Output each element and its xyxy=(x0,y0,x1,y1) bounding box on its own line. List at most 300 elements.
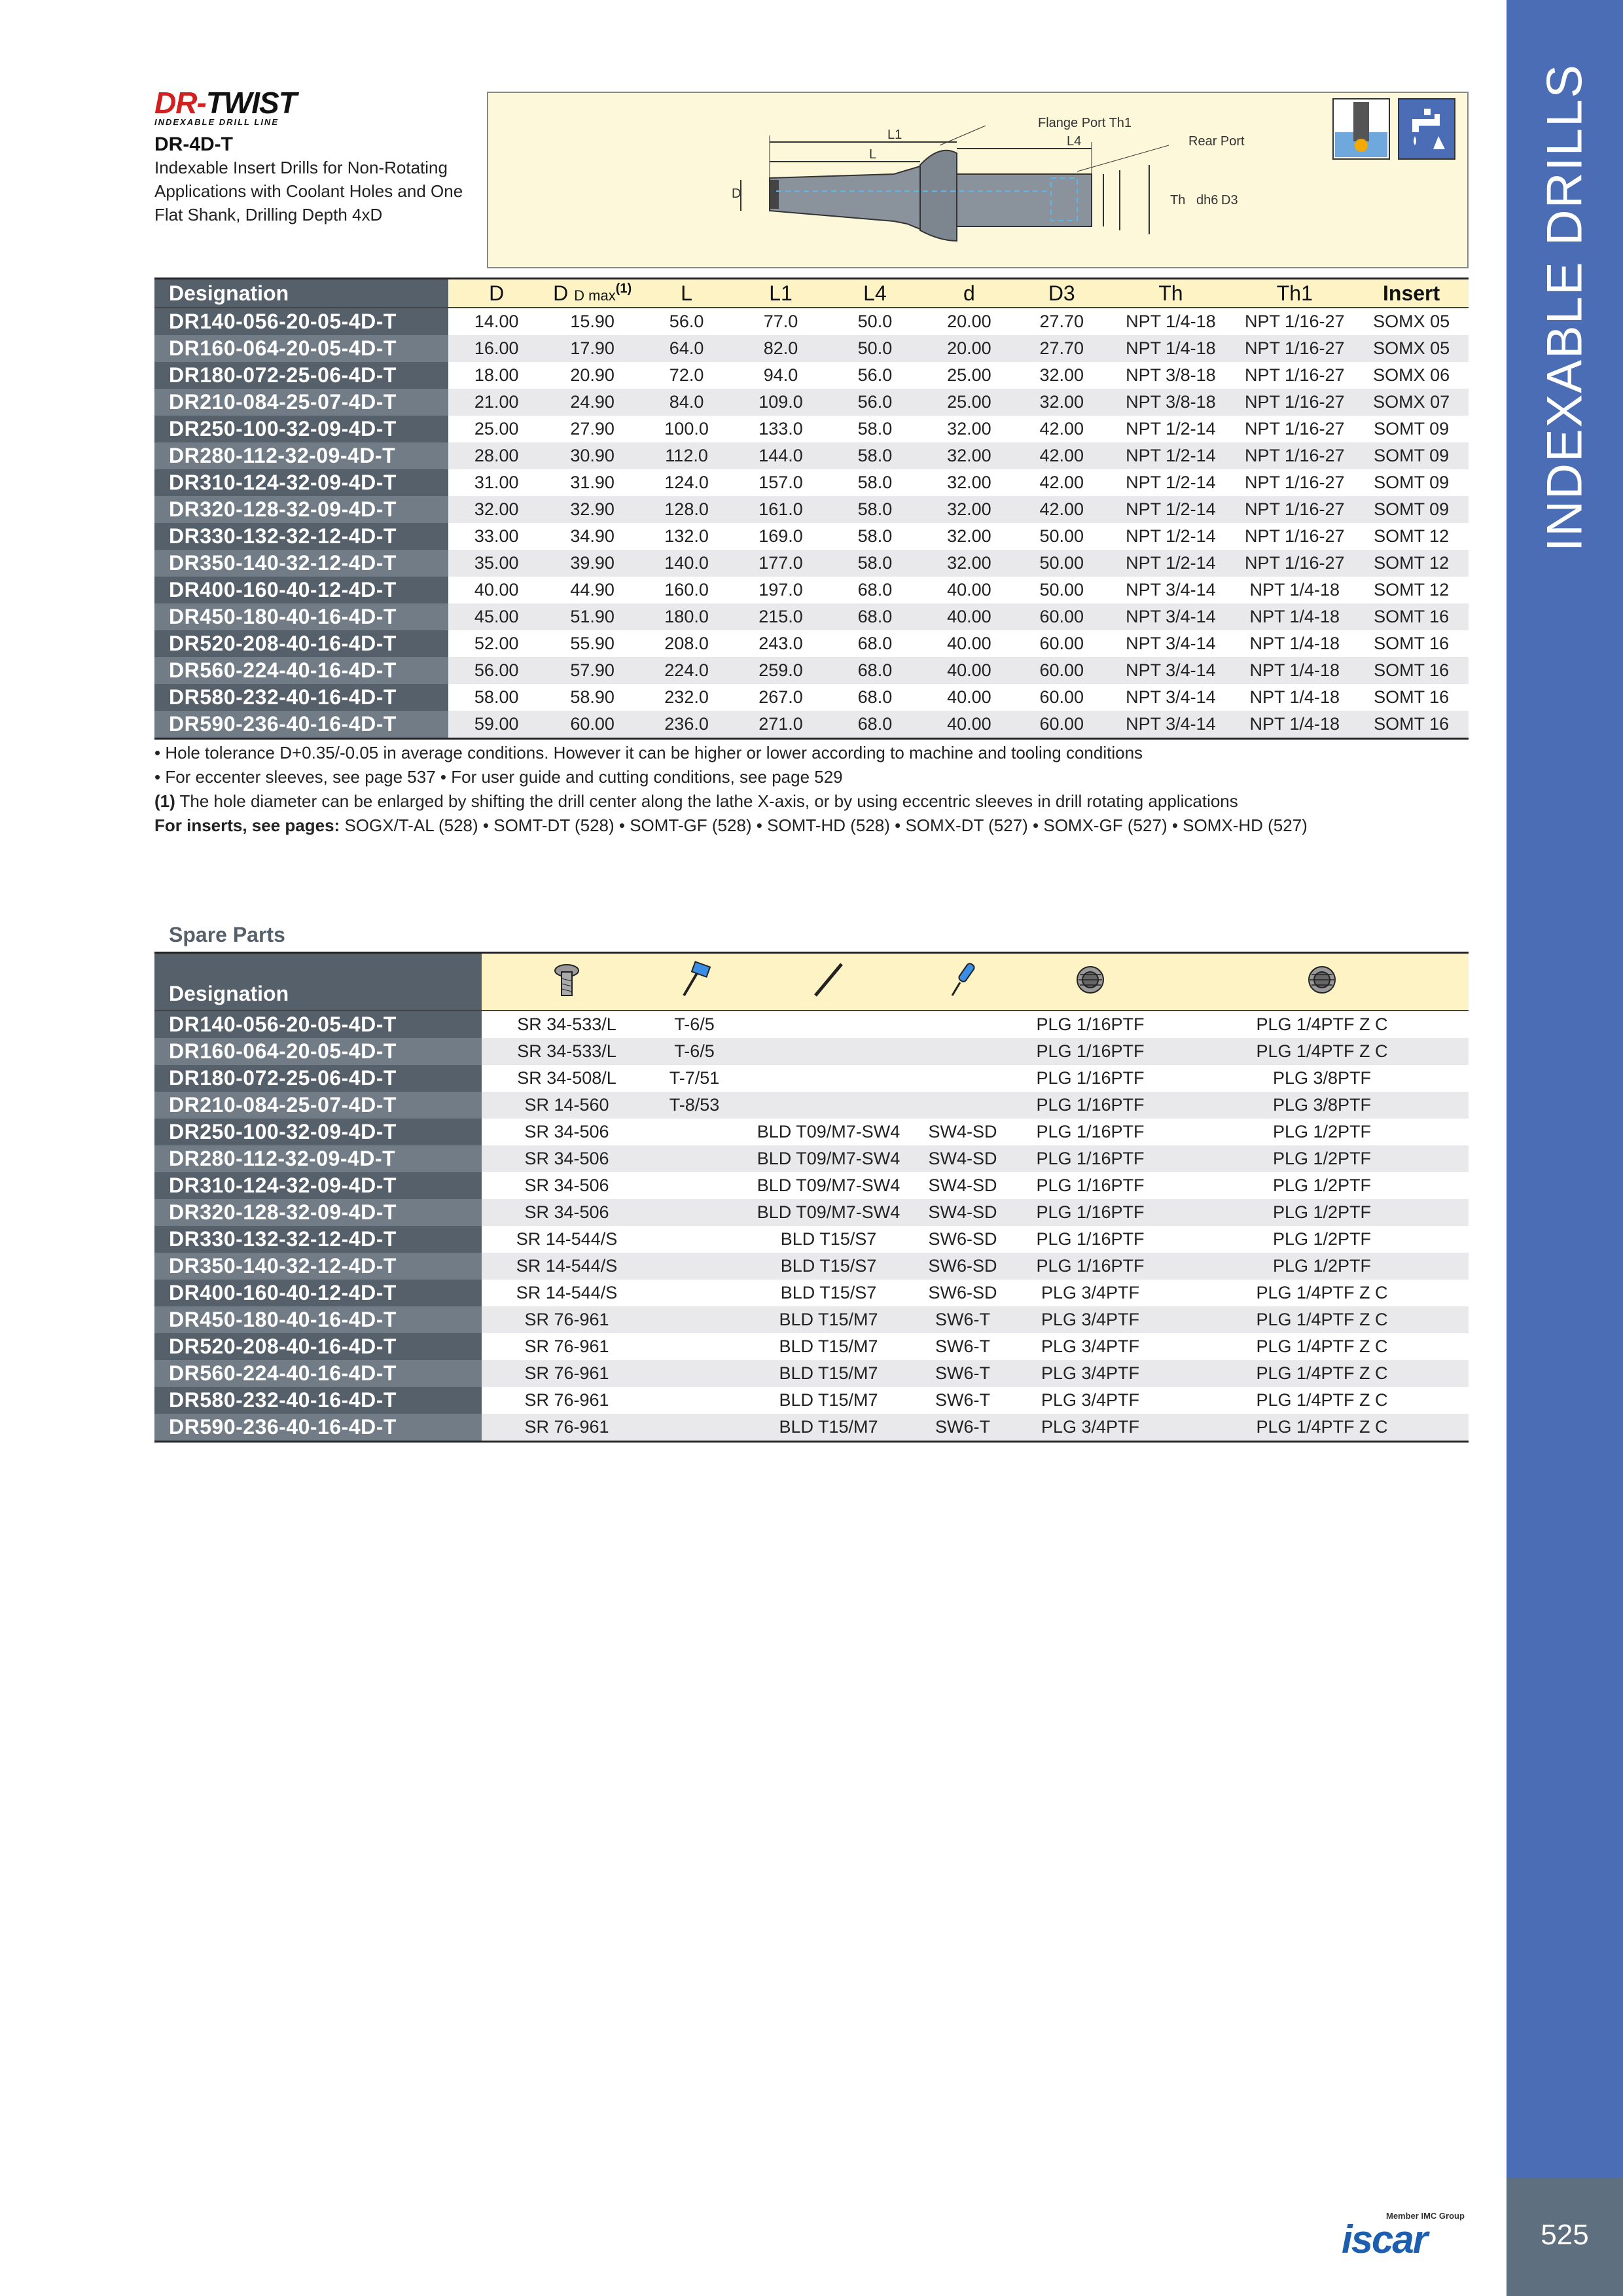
designation-cell: DR330-132-32-12-4D-T xyxy=(154,1226,482,1253)
table-row xyxy=(154,308,1469,335)
designation-cell: DR280-112-32-09-4D-T xyxy=(154,442,448,469)
table-row xyxy=(154,469,1469,496)
note-inserts: For inserts, see pages: SOGX/T-AL (528) • SOMT-DT (528) • SOMT-GF (528) • SOMT-HD (528) • SOMX-DT (527) • SOMX-GF (527) • SOMX-HD (527) xyxy=(154,816,1308,835)
table-row xyxy=(154,577,1469,603)
table-cell: 68.0 xyxy=(829,577,921,603)
table-cell xyxy=(652,1145,737,1172)
table-cell: PLG 1/2PTF xyxy=(1175,1119,1469,1145)
table-cell: 39.90 xyxy=(544,550,640,577)
table-cell: 20.00 xyxy=(921,308,1017,335)
table-cell: SW4-SD xyxy=(920,1145,1005,1172)
table-cell: 21.00 xyxy=(448,389,544,416)
table-cell xyxy=(920,1011,1005,1038)
table-row xyxy=(154,630,1469,657)
table-cell: PLG 1/2PTF xyxy=(1175,1145,1469,1172)
page-number-box xyxy=(1507,2178,1623,2296)
designation-cell: DR580-232-40-16-4D-T xyxy=(154,684,448,711)
table-cell: PLG 1/16PTF xyxy=(1005,1226,1175,1253)
blade-icon xyxy=(737,953,920,1011)
table-cell: SOMT 09 xyxy=(1354,442,1469,469)
iscar-logo: iscar xyxy=(1342,2217,1427,2261)
table-row xyxy=(154,416,1469,442)
table-row xyxy=(154,389,1469,416)
table-cell: SW6-T xyxy=(920,1306,1005,1333)
table-cell: 84.0 xyxy=(640,389,732,416)
table-cell xyxy=(652,1414,737,1442)
table-cell: 25.00 xyxy=(921,389,1017,416)
col-l: L xyxy=(640,279,732,308)
table-cell: 50.00 xyxy=(1017,550,1106,577)
table-cell xyxy=(652,1253,737,1280)
table-cell: PLG 1/16PTF xyxy=(1005,1145,1175,1172)
table-cell: PLG 3/8PTF xyxy=(1175,1065,1469,1092)
table-cell: SR 34-506 xyxy=(482,1145,652,1172)
table-cell: T-7/51 xyxy=(652,1065,737,1092)
table-cell: 42.00 xyxy=(1017,496,1106,523)
table-cell: 140.0 xyxy=(640,550,732,577)
table-cell: SOMT 16 xyxy=(1354,630,1469,657)
table-cell: BLD T15/S7 xyxy=(737,1226,920,1253)
table-cell: SR 14-560 xyxy=(482,1092,652,1119)
table-cell: 40.00 xyxy=(921,577,1017,603)
table-cell: NPT 1/16-27 xyxy=(1235,496,1354,523)
table-cell: PLG 1/2PTF xyxy=(1175,1172,1469,1199)
table-cell: 243.0 xyxy=(733,630,829,657)
table-cell: BLD T15/S7 xyxy=(737,1253,920,1280)
designation-cell: DR580-232-40-16-4D-T xyxy=(154,1387,482,1414)
table-cell: SOMT 16 xyxy=(1354,684,1469,711)
table-cell: 77.0 xyxy=(733,308,829,335)
designation-cell: DR520-208-40-16-4D-T xyxy=(154,630,448,657)
table-row xyxy=(154,550,1469,577)
table-cell: 40.00 xyxy=(921,711,1017,739)
designation-cell: DR590-236-40-16-4D-T xyxy=(154,711,448,739)
designation-cell: DR330-132-32-12-4D-T xyxy=(154,523,448,550)
dh6-label: dh6 xyxy=(1196,193,1219,207)
table-cell: 169.0 xyxy=(733,523,829,550)
designation-cell: DR140-056-20-05-4D-T xyxy=(154,308,448,335)
table-cell: 56.0 xyxy=(640,308,732,335)
table-cell: PLG 1/2PTF xyxy=(1175,1199,1469,1226)
table-cell: 32.00 xyxy=(921,469,1017,496)
table-cell: NPT 1/16-27 xyxy=(1235,308,1354,335)
table-cell: NPT 1/16-27 xyxy=(1235,523,1354,550)
table-row xyxy=(154,523,1469,550)
table-cell: 267.0 xyxy=(733,684,829,711)
table-cell: NPT 3/8-18 xyxy=(1106,362,1235,389)
table-cell: 31.00 xyxy=(448,469,544,496)
table-cell: 59.00 xyxy=(448,711,544,739)
table-cell: 42.00 xyxy=(1017,469,1106,496)
key-icon xyxy=(652,953,737,1011)
table-cell: 27.70 xyxy=(1017,308,1106,335)
designation-cell: DR180-072-25-06-4D-T xyxy=(154,1065,482,1092)
table-row xyxy=(154,684,1469,711)
table-cell: NPT 1/16-27 xyxy=(1235,335,1354,362)
table-cell: 60.00 xyxy=(1017,684,1106,711)
table-row xyxy=(154,442,1469,469)
table-cell: SOMT 16 xyxy=(1354,657,1469,684)
table-cell: 60.00 xyxy=(1017,630,1106,657)
designation-cell: DR210-084-25-07-4D-T xyxy=(154,389,448,416)
dr-twist-logo: DR-TWIST INDEXABLE DRILL LINE xyxy=(154,86,296,127)
designation-cell: DR280-112-32-09-4D-T xyxy=(154,1145,482,1172)
table-cell: 18.00 xyxy=(448,362,544,389)
table-cell xyxy=(652,1333,737,1360)
table-cell: 58.0 xyxy=(829,496,921,523)
designation-cell: DR450-180-40-16-4D-T xyxy=(154,1306,482,1333)
table-cell: 197.0 xyxy=(733,577,829,603)
table-cell: 42.00 xyxy=(1017,442,1106,469)
designation-cell: DR180-072-25-06-4D-T xyxy=(154,362,448,389)
l-label: L xyxy=(869,147,877,162)
l4-label: L4 xyxy=(1067,134,1082,149)
table-cell: 208.0 xyxy=(640,630,732,657)
table-cell xyxy=(737,1011,920,1038)
sidebar-title: INDEXABLE DRILLS xyxy=(1537,63,1593,552)
table-cell: 32.00 xyxy=(1017,389,1106,416)
table-cell: NPT 3/4-14 xyxy=(1106,657,1235,684)
col-designation: Designation xyxy=(154,279,448,308)
table-cell: 100.0 xyxy=(640,416,732,442)
spare-parts-row xyxy=(154,1387,1469,1414)
table-cell: PLG 1/16PTF xyxy=(1005,1011,1175,1038)
table-cell: NPT 1/4-18 xyxy=(1235,603,1354,630)
table-cell: 72.0 xyxy=(640,362,732,389)
table-cell: SW4-SD xyxy=(920,1119,1005,1145)
spare-parts-row xyxy=(154,1414,1469,1442)
table-cell: SR 34-508/L xyxy=(482,1065,652,1092)
table-cell: 57.90 xyxy=(544,657,640,684)
designation-cell: DR400-160-40-12-4D-T xyxy=(154,1280,482,1306)
table-cell: SR 76-961 xyxy=(482,1360,652,1387)
table-cell: SR 34-506 xyxy=(482,1199,652,1226)
table-cell: 32.00 xyxy=(448,496,544,523)
spare-parts-row xyxy=(154,1360,1469,1387)
flange-port-label: Flange Port Th1 xyxy=(1038,116,1132,130)
table-cell: 25.00 xyxy=(921,362,1017,389)
table-cell: SW6-SD xyxy=(920,1226,1005,1253)
designation-cell: DR160-064-20-05-4D-T xyxy=(154,335,448,362)
table-cell: 34.90 xyxy=(544,523,640,550)
table-cell: NPT 1/16-27 xyxy=(1235,362,1354,389)
table-cell: NPT 1/16-27 xyxy=(1235,550,1354,577)
table-cell xyxy=(652,1306,737,1333)
table-row xyxy=(154,335,1469,362)
table-cell: 58.00 xyxy=(448,684,544,711)
table-cell: 60.00 xyxy=(1017,603,1106,630)
table-cell: SR 76-961 xyxy=(482,1333,652,1360)
table-cell: 58.0 xyxy=(829,469,921,496)
table-cell: SOMX 05 xyxy=(1354,335,1469,362)
table-cell: PLG 1/4PTF Z C xyxy=(1175,1011,1469,1038)
rear-port-label: Rear Port xyxy=(1188,134,1245,149)
table-row xyxy=(154,496,1469,523)
table-cell: PLG 3/8PTF xyxy=(1175,1092,1469,1119)
coolant-through-icon xyxy=(1332,98,1390,160)
table-cell: NPT 1/2-14 xyxy=(1106,523,1235,550)
table-cell: BLD T15/M7 xyxy=(737,1414,920,1442)
table-cell: 180.0 xyxy=(640,603,732,630)
table-cell: PLG 1/4PTF Z C xyxy=(1175,1333,1469,1360)
designation-cell: DR310-124-32-09-4D-T xyxy=(154,1172,482,1199)
table-cell: PLG 1/16PTF xyxy=(1005,1172,1175,1199)
table-header-row xyxy=(154,279,1469,308)
table-cell xyxy=(920,1038,1005,1065)
table-cell xyxy=(652,1387,737,1414)
table-cell: 40.00 xyxy=(921,630,1017,657)
table-cell: 51.90 xyxy=(544,603,640,630)
table-cell: 40.00 xyxy=(921,684,1017,711)
designation-cell: DR320-128-32-09-4D-T xyxy=(154,1199,482,1226)
table-cell: NPT 1/4-18 xyxy=(1106,308,1235,335)
table-cell: 144.0 xyxy=(733,442,829,469)
table-cell: PLG 1/2PTF xyxy=(1175,1226,1469,1253)
table-cell xyxy=(652,1226,737,1253)
col-l1: L1 xyxy=(733,279,829,308)
table-cell: 31.90 xyxy=(544,469,640,496)
spare-parts-row xyxy=(154,1253,1469,1280)
table-cell xyxy=(652,1360,737,1387)
table-cell: BLD T15/M7 xyxy=(737,1333,920,1360)
note-pages: • For eccenter sleeves, see page 537 • For user guide and cutting conditions, see page 529 xyxy=(154,767,843,787)
spare-parts-row xyxy=(154,1145,1469,1172)
table-cell: 157.0 xyxy=(733,469,829,496)
designation-cell: DR210-084-25-07-4D-T xyxy=(154,1092,482,1119)
table-cell: 68.0 xyxy=(829,630,921,657)
designation-cell: DR590-236-40-16-4D-T xyxy=(154,1414,482,1442)
table-cell: SOMX 05 xyxy=(1354,308,1469,335)
spare-parts-row xyxy=(154,1280,1469,1306)
l1-label: L1 xyxy=(887,128,902,142)
table-cell: SOMT 12 xyxy=(1354,577,1469,603)
table-cell: 30.90 xyxy=(544,442,640,469)
table-cell: 40.00 xyxy=(921,603,1017,630)
table-cell: 271.0 xyxy=(733,711,829,739)
col-d3: D3 xyxy=(1017,279,1106,308)
table-cell: NPT 3/8-18 xyxy=(1106,389,1235,416)
table-cell: 60.00 xyxy=(1017,657,1106,684)
table-cell: 15.90 xyxy=(544,308,640,335)
table-cell: 128.0 xyxy=(640,496,732,523)
spare-parts-title: Spare Parts xyxy=(169,923,285,946)
table-cell: 177.0 xyxy=(733,550,829,577)
table-cell: 52.00 xyxy=(448,630,544,657)
table-cell: T-8/53 xyxy=(652,1092,737,1119)
table-cell: 32.00 xyxy=(921,442,1017,469)
spare-parts-row xyxy=(154,1119,1469,1145)
table-cell: 224.0 xyxy=(640,657,732,684)
table-cell: 42.00 xyxy=(1017,416,1106,442)
col-d: D xyxy=(448,279,544,308)
table-cell: NPT 1/16-27 xyxy=(1235,469,1354,496)
plug-icon xyxy=(1005,953,1175,1011)
table-cell: 112.0 xyxy=(640,442,732,469)
table-cell: 27.70 xyxy=(1017,335,1106,362)
designation-cell: DR250-100-32-09-4D-T xyxy=(154,1119,482,1145)
table-cell: 16.00 xyxy=(448,335,544,362)
table-cell xyxy=(652,1280,737,1306)
screwdriver-icon xyxy=(920,953,1005,1011)
page-number: 525 xyxy=(1541,2219,1589,2251)
member-imc-group: Member IMC Group xyxy=(1386,2211,1465,2221)
table-cell: SW4-SD xyxy=(920,1172,1005,1199)
table-cell: SOMT 09 xyxy=(1354,416,1469,442)
table-cell: 17.90 xyxy=(544,335,640,362)
spare-parts-row xyxy=(154,1199,1469,1226)
table-cell: PLG 1/4PTF Z C xyxy=(1175,1387,1469,1414)
dimensions-table xyxy=(154,278,1469,740)
table-cell: SW6-T xyxy=(920,1333,1005,1360)
table-cell: SW6-SD xyxy=(920,1280,1005,1306)
table-cell: 60.00 xyxy=(1017,711,1106,739)
table-cell: 160.0 xyxy=(640,577,732,603)
table-cell: PLG 1/16PTF xyxy=(1005,1065,1175,1092)
d3-label: D3 xyxy=(1221,193,1238,207)
table-cell: SR 34-533/L xyxy=(482,1011,652,1038)
table-cell: SR 76-961 xyxy=(482,1387,652,1414)
table-cell: SR 76-961 xyxy=(482,1306,652,1333)
table-cell: NPT 1/2-14 xyxy=(1106,416,1235,442)
table-cell: NPT 1/2-14 xyxy=(1106,496,1235,523)
table-cell: 44.90 xyxy=(544,577,640,603)
designation-cell: DR520-208-40-16-4D-T xyxy=(154,1333,482,1360)
table-cell: SW6-T xyxy=(920,1414,1005,1442)
table-cell: BLD T09/M7-SW4 xyxy=(737,1145,920,1172)
table-cell: 56.0 xyxy=(829,389,921,416)
table-cell: BLD T15/M7 xyxy=(737,1306,920,1333)
table-cell: SR 34-506 xyxy=(482,1172,652,1199)
table-cell: SR 34-506 xyxy=(482,1119,652,1145)
table-cell: NPT 1/16-27 xyxy=(1235,442,1354,469)
table-cell xyxy=(652,1199,737,1226)
table-cell: NPT 1/16-27 xyxy=(1235,416,1354,442)
designation-cell: DR160-064-20-05-4D-T xyxy=(154,1038,482,1065)
model-description: Indexable Insert Drills for Non-Rotating Applications with Coolant Holes and One Flat Shank, Drilling Depth 4xD xyxy=(154,158,463,224)
table-cell: SW6-SD xyxy=(920,1253,1005,1280)
table-cell: 14.00 xyxy=(448,308,544,335)
table-cell: SOMX 07 xyxy=(1354,389,1469,416)
table-cell: NPT 1/4-18 xyxy=(1235,711,1354,739)
table-cell: 50.00 xyxy=(1017,523,1106,550)
table-cell: SR 14-544/S xyxy=(482,1226,652,1253)
table-cell: PLG 1/2PTF xyxy=(1175,1253,1469,1280)
designation-cell: DR560-224-40-16-4D-T xyxy=(154,1360,482,1387)
spare-parts-row xyxy=(154,1065,1469,1092)
table-cell: PLG 3/4PTF xyxy=(1005,1333,1175,1360)
table-cell: T-6/5 xyxy=(652,1038,737,1065)
table-cell: SR 14-544/S xyxy=(482,1280,652,1306)
table-cell: 215.0 xyxy=(733,603,829,630)
table-cell: 58.0 xyxy=(829,550,921,577)
table-cell: SOMT 12 xyxy=(1354,550,1469,577)
table-cell: SW6-T xyxy=(920,1387,1005,1414)
table-cell: BLD T15/M7 xyxy=(737,1387,920,1414)
table-cell: 32.00 xyxy=(921,550,1017,577)
spare-parts-row xyxy=(154,1172,1469,1199)
spare-parts-row xyxy=(154,1092,1469,1119)
table-cell: SOMT 09 xyxy=(1354,469,1469,496)
table-cell: 124.0 xyxy=(640,469,732,496)
table-cell: 64.0 xyxy=(640,335,732,362)
table-cell: PLG 1/16PTF xyxy=(1005,1119,1175,1145)
plug-icon xyxy=(1175,953,1469,1011)
spare-parts-row xyxy=(154,1306,1469,1333)
table-cell: PLG 1/4PTF Z C xyxy=(1175,1360,1469,1387)
designation-cell: DR400-160-40-12-4D-T xyxy=(154,577,448,603)
table-cell: 232.0 xyxy=(640,684,732,711)
table-cell: 27.90 xyxy=(544,416,640,442)
table-cell: BLD T15/S7 xyxy=(737,1280,920,1306)
coolant-tap-icon xyxy=(1398,98,1455,160)
table-cell: NPT 1/2-14 xyxy=(1106,550,1235,577)
designation-cell: DR310-124-32-09-4D-T xyxy=(154,469,448,496)
table-cell: NPT 1/4-18 xyxy=(1235,577,1354,603)
table-cell: SW4-SD xyxy=(920,1199,1005,1226)
table-cell: SOMT 09 xyxy=(1354,496,1469,523)
table-cell: SR 76-961 xyxy=(482,1414,652,1442)
table-cell: 33.00 xyxy=(448,523,544,550)
table-cell: 32.00 xyxy=(921,416,1017,442)
table-cell: 32.00 xyxy=(1017,362,1106,389)
table-cell: 50.00 xyxy=(1017,577,1106,603)
table-cell: NPT 1/2-14 xyxy=(1106,442,1235,469)
table-cell: 109.0 xyxy=(733,389,829,416)
table-cell: PLG 3/4PTF xyxy=(1005,1306,1175,1333)
spare-parts-row xyxy=(154,1011,1469,1038)
col-th1: Th1 xyxy=(1235,279,1354,308)
table-cell: 94.0 xyxy=(733,362,829,389)
col-th: Th xyxy=(1106,279,1235,308)
table-cell: 20.90 xyxy=(544,362,640,389)
spare-parts-row xyxy=(154,1333,1469,1360)
table-cell: 35.00 xyxy=(448,550,544,577)
designation-cell: DR140-056-20-05-4D-T xyxy=(154,1011,482,1038)
table-cell xyxy=(737,1065,920,1092)
table-cell: 60.00 xyxy=(544,711,640,739)
table-cell: SW6-T xyxy=(920,1360,1005,1387)
table-cell: BLD T09/M7-SW4 xyxy=(737,1172,920,1199)
table-cell: PLG 1/16PTF xyxy=(1005,1199,1175,1226)
table-cell: BLD T09/M7-SW4 xyxy=(737,1199,920,1226)
table-cell: 50.0 xyxy=(829,335,921,362)
table-cell: SR 14-544/S xyxy=(482,1253,652,1280)
table-cell: SOMX 06 xyxy=(1354,362,1469,389)
table-cell: 25.00 xyxy=(448,416,544,442)
table-cell: 40.00 xyxy=(448,577,544,603)
table-cell: 58.0 xyxy=(829,416,921,442)
table-cell: 161.0 xyxy=(733,496,829,523)
spare-header-row xyxy=(154,953,1469,1011)
table-cell: 32.00 xyxy=(921,496,1017,523)
table-cell: 58.0 xyxy=(829,523,921,550)
table-row xyxy=(154,657,1469,684)
table-row xyxy=(154,362,1469,389)
table-cell: 259.0 xyxy=(733,657,829,684)
table-cell: PLG 1/4PTF Z C xyxy=(1175,1414,1469,1442)
spare-parts-table xyxy=(154,952,1469,1443)
table-cell: NPT 1/16-27 xyxy=(1235,389,1354,416)
table-cell: 32.90 xyxy=(544,496,640,523)
table-cell: BLD T09/M7-SW4 xyxy=(737,1119,920,1145)
table-cell: PLG 3/4PTF xyxy=(1005,1387,1175,1414)
table-cell: SOMT 16 xyxy=(1354,603,1469,630)
note-tolerance: • Hole tolerance D+0.35/-0.05 in average conditions. However it can be higher or lower according to machine and tooling conditions xyxy=(154,743,1143,762)
table-cell: NPT 1/4-18 xyxy=(1235,684,1354,711)
table-cell xyxy=(737,1038,920,1065)
screw-icon xyxy=(482,953,652,1011)
table-cell: NPT 1/2-14 xyxy=(1106,469,1235,496)
